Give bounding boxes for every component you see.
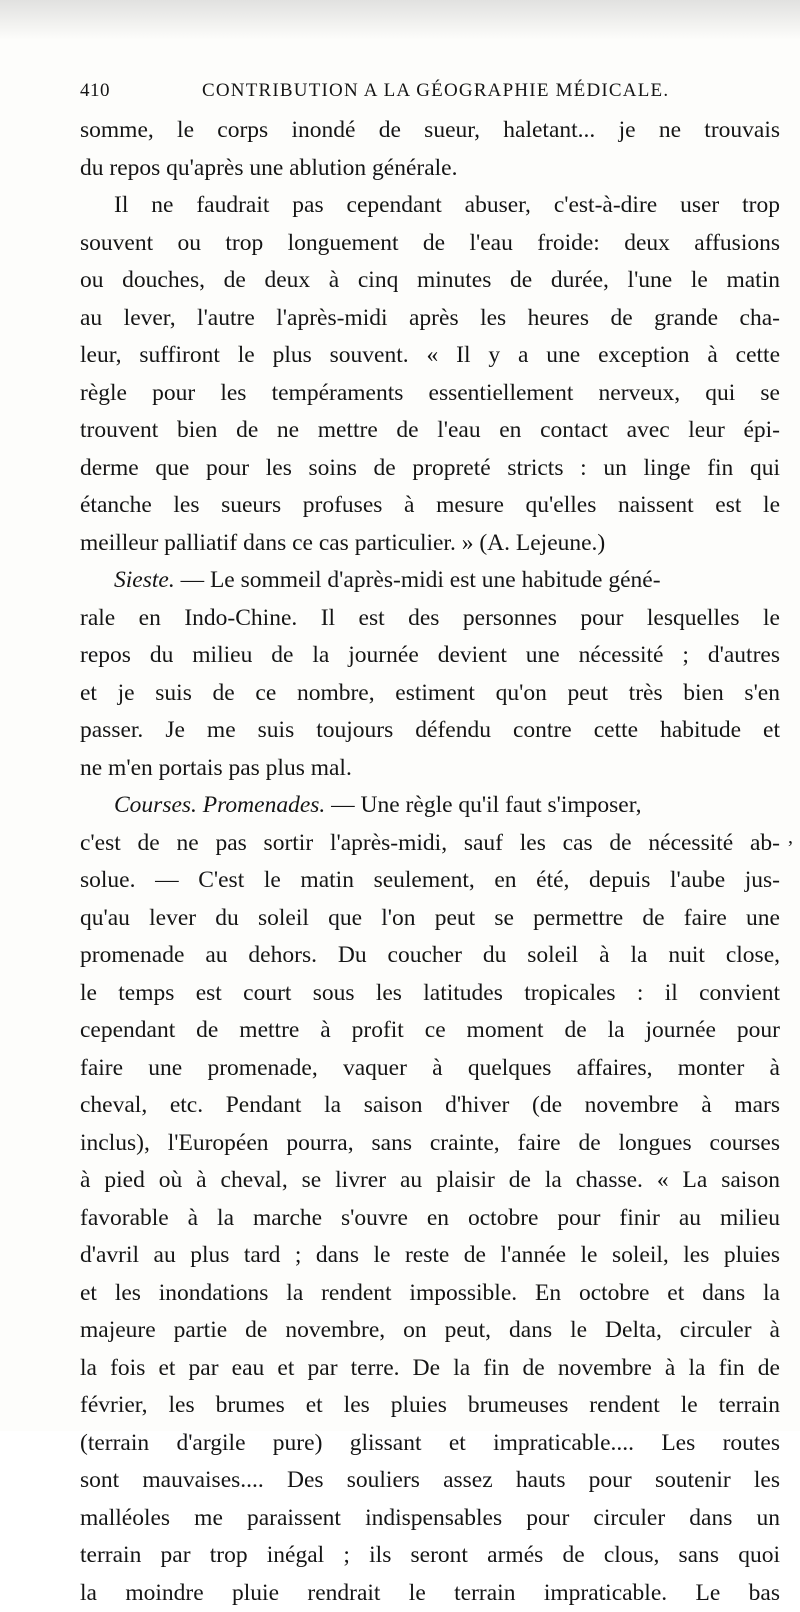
text-line: Il ne faudrait pas cependant abuser, c'est-à-dire user trop [80,187,780,225]
text-line: promenade au dehors. Du coucher du soleil à la nuit close, [80,937,780,975]
text-line: au lever, l'autre l'après-midi après les heures de grande cha- [80,300,780,338]
text-line: inclus), l'Européen pourra, sans crainte, faire de longues courses [80,1125,780,1163]
text-line: c'est de ne pas sortir l'après-midi, sauf les cas de nécessité ab- [80,825,780,863]
text-line: — Une règle qu'il faut s'imposer, [331,792,641,818]
text-line: somme, le corps inondé de sueur, haletant... je ne trouvais [80,112,780,150]
text-line: leur, suffiront le plus souvent. « Il y a une exception à cette [80,337,780,375]
text-line: rale en Indo-Chine. Il est des personnes pour lesquelles le [80,600,780,638]
text-line: et les inondations la rendent impossible. En octobre et dans la [80,1275,780,1313]
section-line-sieste [80,562,780,600]
text-line: malléoles me paraissent indispensables pour circuler dans un [80,1500,780,1538]
text-line: du repos qu'après une ablution générale. [80,150,780,188]
text-line: la fois et par eau et par terre. De la fin de novembre à la fin de [80,1350,780,1388]
text-line: le temps est court sous les latitudes tropicales : il convient [80,975,780,1013]
text-line: — Le sommeil d'après-midi est une habitude géné- [181,567,661,593]
text-line: règle pour les tempéraments essentiellement nerveux, qui se [80,375,780,413]
text-line: majeure partie de novembre, on peut, dans le Delta, circuler à [80,1312,780,1350]
page-number: 410 [80,80,110,102]
scan-shadow [0,0,800,40]
text-line: qu'au lever du soleil que l'on peut se permettre de faire une [80,900,780,938]
text-line: étanche les sueurs profuses à mesure qu'elles naissent est le [80,487,780,525]
section-heading-sieste: Sieste. [114,567,175,593]
text-line: (terrain d'argile pure) glissant et impraticable.... Les routes [80,1425,780,1463]
running-title: CONTRIBUTION A LA GÉOGRAPHIE MÉDICALE. [202,80,669,102]
text-line: trouvent bien de ne mettre de l'eau en contact avec leur épi- [80,412,780,450]
text-line: meilleur palliatif dans ce cas particulier. » (A. Lejeune.) [80,525,780,563]
text-line: ne m'en portais pas plus mal. [80,750,780,788]
text-line: terrain par trop inégal ; ils seront armés de clous, sans quoi [80,1537,780,1575]
text-line: repos du milieu de la journée devient une nécessité ; d'autres [80,637,780,675]
text-line: derme que pour les soins de propreté stricts : un linge fin qui [80,450,780,488]
text-line: d'avril au plus tard ; dans le reste de l'année le soleil, les pluies [80,1237,780,1275]
body-text [80,112,780,1612]
text-line: sont mauvaises.... Des souliers assez hauts pour soutenir les [80,1462,780,1500]
text-line: ou douches, de deux à cinq minutes de durée, l'une le matin [80,262,780,300]
text-line: et je suis de ce nombre, estiment qu'on peut très bien s'en [80,675,780,713]
text-line: février, les brumes et les pluies brumeuses rendent le terrain [80,1387,780,1425]
text-line: la moindre pluie rendrait le terrain impraticable. Le bas [80,1575,780,1612]
text-line: passer. Je me suis toujours défendu contre cette habitude et [80,712,780,750]
section-line-courses [80,787,780,825]
section-heading-courses: Courses. Promenades. [114,792,325,818]
text-line: à pied où à cheval, se livrer au plaisir de la chasse. « La saison [80,1162,780,1200]
margin-mark: , [788,826,793,849]
text-line: favorable à la marche s'ouvre en octobre pour finir au milieu [80,1200,780,1238]
text-line: faire une promenade, vaquer à quelques affaires, monter à [80,1050,780,1088]
text-line: cheval, etc. Pendant la saison d'hiver (de novembre à mars [80,1087,780,1125]
running-head [80,80,780,110]
text-line: souvent ou trop longuement de l'eau froide: deux affusions [80,225,780,263]
text-line: solue. — C'est le matin seulement, en été, depuis l'aube jus- [80,862,780,900]
text-line: cependant de mettre à profit ce moment de la journée pour [80,1012,780,1050]
